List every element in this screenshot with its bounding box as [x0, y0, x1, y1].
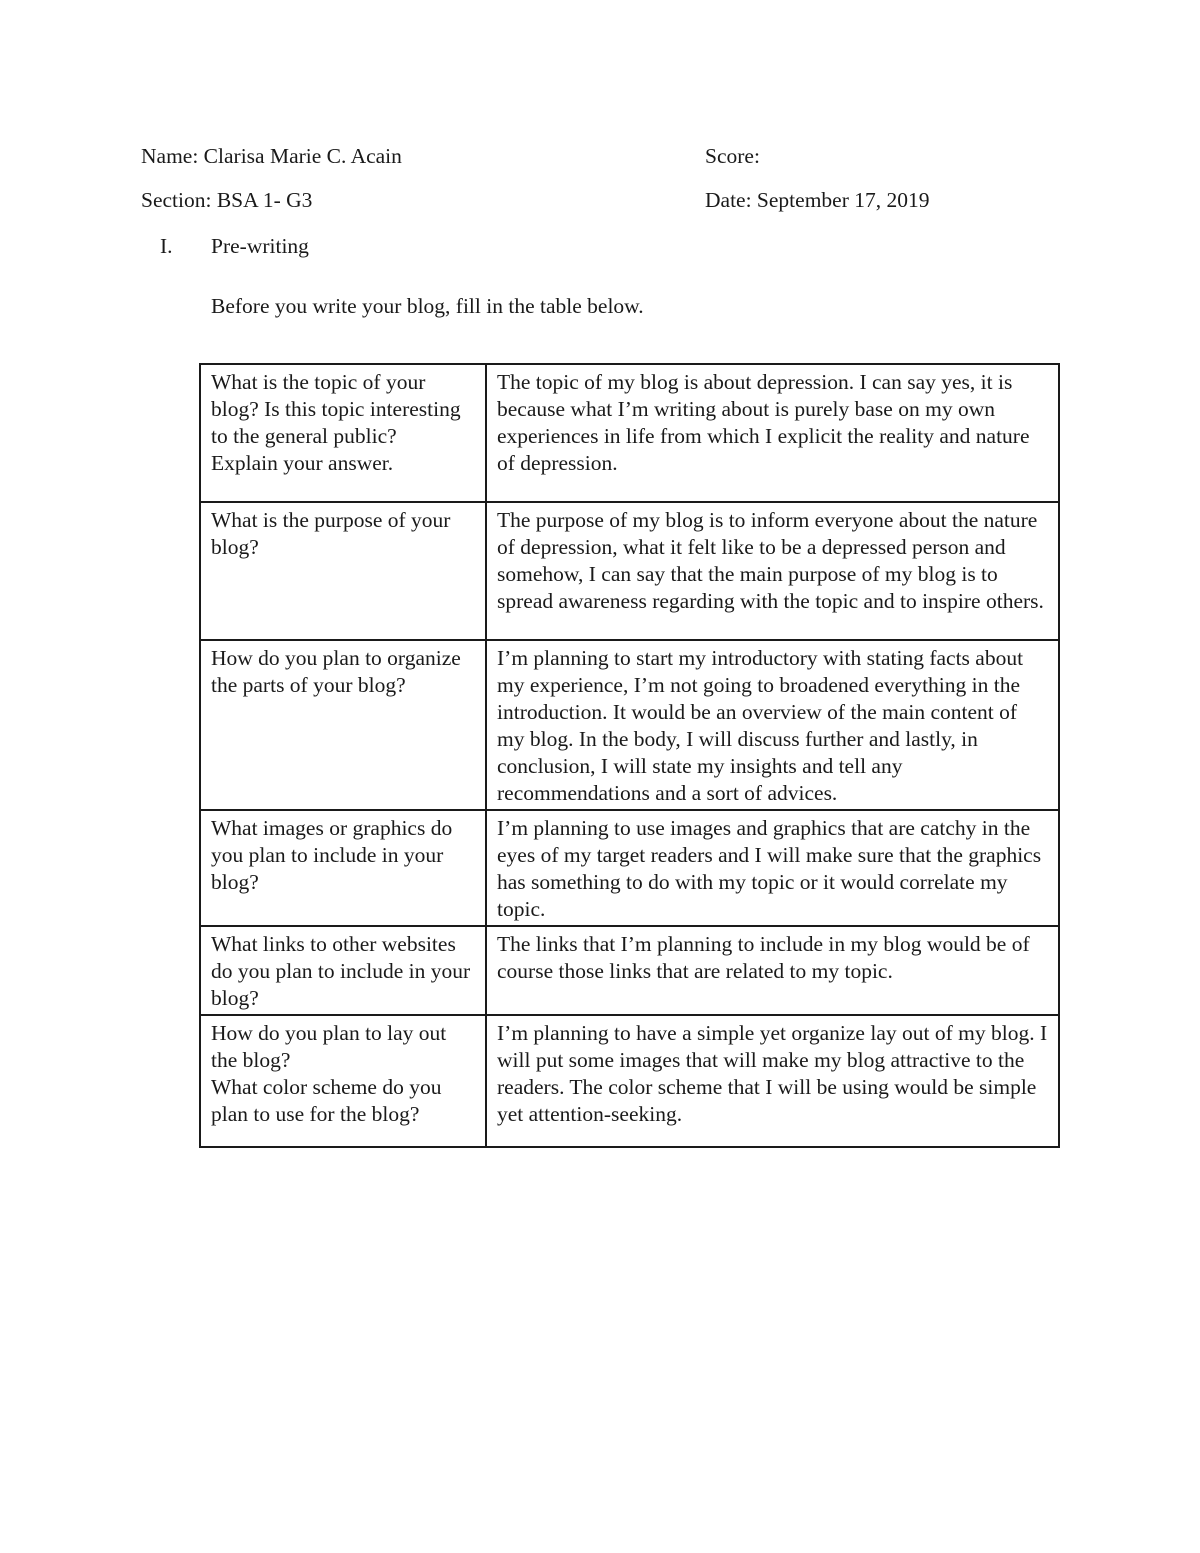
question-cell: What images or graphics do you plan to include in your blog? [200, 810, 486, 926]
table-row [200, 926, 1059, 1015]
student-name: Name: Clarisa Marie C. Acain [141, 144, 402, 168]
answer-cell: I’m planning to start my introductory with stating facts about my experience, I’m not going to broadened everything in the introduction. It would be an overview of the main content of my blog. In the body, I will discuss further and lastly, in conclusion, I will state my insights and tell any recommendations and a sort of advices. [486, 640, 1059, 810]
table-row [200, 364, 1059, 502]
question-cell: What is the topic of your blog? Is this topic interesting to the general public? Explain your answer. [200, 364, 486, 502]
table-row [200, 810, 1059, 926]
question-cell: What is the purpose of your blog? [200, 502, 486, 640]
answer-cell: I’m planning to use images and graphics that are catchy in the eyes of my target readers and I will make sure that the graphics has something to do with my topic or it would correlate my topic. [486, 810, 1059, 926]
date-label: Date: September 17, 2019 [705, 188, 930, 212]
question-cell: How do you plan to lay out the blog? What color scheme do you plan to use for the blog? [200, 1015, 486, 1147]
answer-cell: The topic of my blog is about depression. I can say yes, it is because what I’m writing about is purely base on my own experiences in life from which I explicit the reality and nature of depression. [486, 364, 1059, 502]
answer-cell: The purpose of my blog is to inform everyone about the nature of depression, what it felt like to be a depressed person and somehow, I can say that the main purpose of my blog is to spread awareness regarding with the topic and to inspire others. [486, 502, 1059, 640]
table-row [200, 640, 1059, 810]
instructions-text: Before you write your blog, fill in the table below. [211, 294, 644, 318]
student-section: Section: BSA 1- G3 [141, 188, 313, 212]
answer-cell: The links that I’m planning to include in my blog would be of course those links that are related to my topic. [486, 926, 1059, 1015]
part-title: Pre-writing [211, 234, 309, 258]
score-label: Score: [705, 144, 760, 168]
part-numeral: I. [160, 234, 173, 258]
question-cell: What links to other websites do you plan to include in your blog? [200, 926, 486, 1015]
table-row [200, 1015, 1059, 1147]
prewriting-table [199, 363, 1060, 1148]
question-cell: How do you plan to organize the parts of your blog? [200, 640, 486, 810]
answer-cell: I’m planning to have a simple yet organize lay out of my blog. I will put some images that will make my blog attractive to the readers. The color scheme that I will be using would be simple yet attention-seeking. [486, 1015, 1059, 1147]
table-row [200, 502, 1059, 640]
